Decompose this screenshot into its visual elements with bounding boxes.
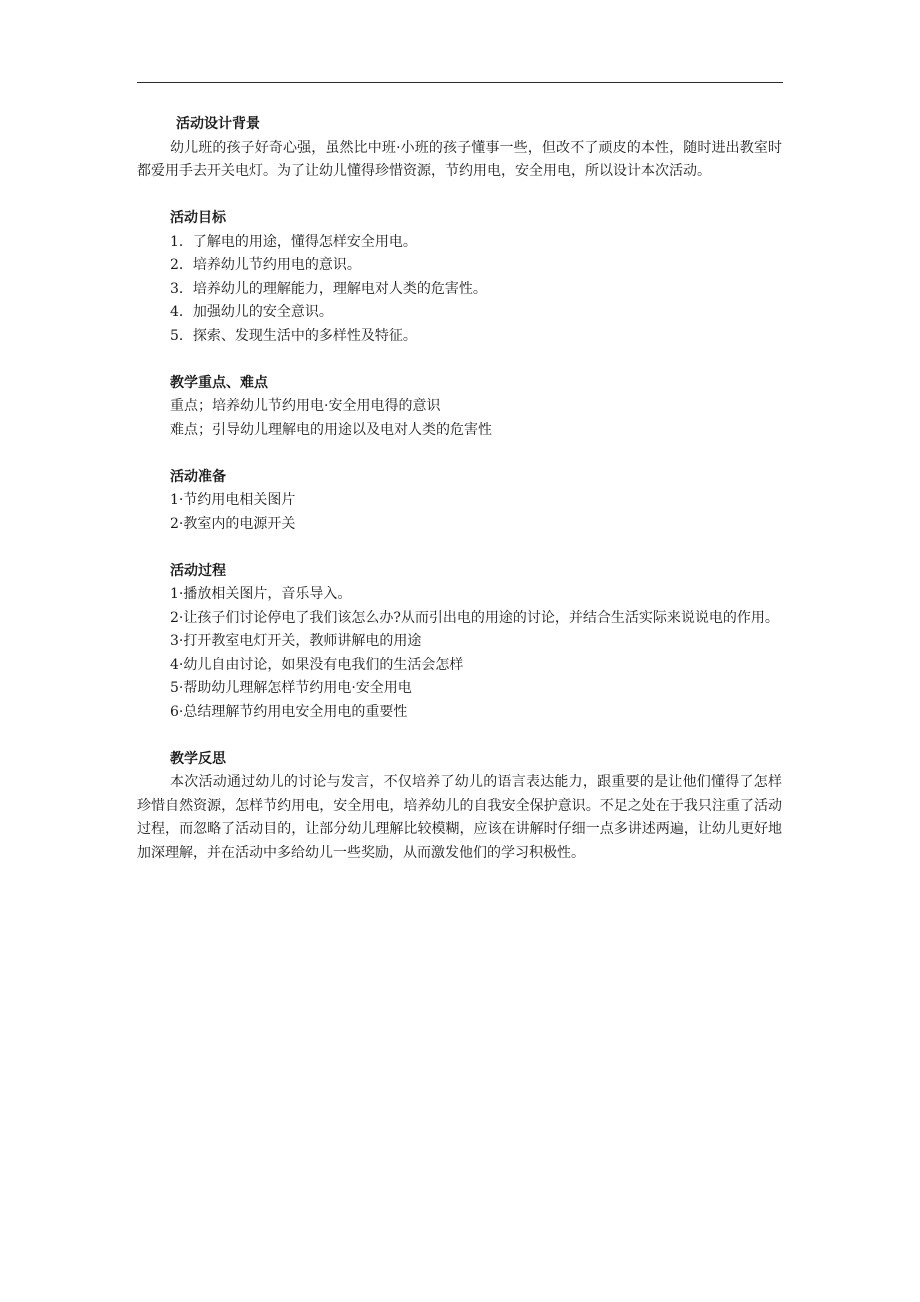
goal-item: 2．培养幼儿节约用电的意识。 — [170, 257, 361, 273]
section-heading-reflection: 教学反思 — [170, 750, 226, 767]
goal-item: 3．培养幼儿的理解能力，理解电对人类的危害性。 — [170, 280, 487, 297]
section-preparation — [170, 466, 782, 537]
process-step: 5·帮助幼儿理解怎样节约用电·安全用电 — [170, 680, 412, 696]
section-reflection — [137, 748, 782, 866]
section-heading-key-points: 教学重点、难点 — [170, 374, 268, 391]
document-body — [137, 113, 782, 865]
reflection-paragraph: 本次活动通过幼儿的讨论与发言，不仅培养了幼儿的语言表达能力，跟重要的是让他们懂得了怎样珍惜自然资源，怎样节约用电，安全用电，培养幼儿的自我安全保护意识。不足之处在于我只注重了活动过程，而忽略了活动目的，让部分幼儿理解比较模糊，应该在讲解时仔细一点多讲述两遍，让幼儿更好地加深理解，并在活动中多给幼儿一些奖励，从而激发他们的学习积极性。 — [137, 774, 782, 861]
preparation-item: 2·教室内的电源开关 — [170, 515, 296, 532]
preparation-item: 1·节约用电相关图片 — [170, 492, 296, 508]
process-step: 4·幼儿自由讨论，如果没有电我们的生活会怎样 — [170, 656, 464, 673]
goal-item: 4．加强幼儿的安全意识。 — [170, 304, 333, 320]
section-background — [137, 113, 782, 184]
background-paragraph: 幼儿班的孩子好奇心强，虽然比中班·小班的孩子懂事一些，但改不了顽皮的本性，随时进出教室时都爱用手去开关电灯。为了让幼儿懂得珍惜资源，节约用电，安全用电，所以设计本次活动。 — [137, 139, 782, 179]
process-step: 1·播放相关图片，音乐导入。 — [170, 586, 352, 602]
section-heading-goals: 活动目标 — [170, 210, 226, 226]
process-step: 6·总结理解节约用电安全用电的重要性 — [170, 703, 408, 720]
section-key-points — [170, 372, 782, 443]
key-point-item: 难点；引导幼儿理解电的用途以及电对人类的危害性 — [170, 421, 492, 438]
section-heading-preparation: 活动准备 — [170, 468, 226, 485]
section-process — [170, 560, 782, 725]
section-goals — [170, 207, 782, 348]
process-step: 3·打开教室电灯开关，教师讲解电的用途 — [170, 633, 422, 649]
section-heading-process: 活动过程 — [170, 562, 226, 579]
header-rule — [137, 82, 783, 83]
goal-item: 1．了解电的用途，懂得怎样安全用电。 — [170, 233, 417, 250]
process-step: 2·让孩子们讨论停电了我们该怎么办?从而引出电的用途的讨论，并结合生活实际来说说电的作用。 — [170, 609, 779, 626]
section-heading-background: 活动设计背景 — [176, 116, 260, 132]
key-point-item: 重点；培养幼儿节约用电·安全用电得的意识 — [170, 398, 441, 414]
goal-item: 5．探索、发现生活中的多样性及特征。 — [170, 327, 417, 344]
